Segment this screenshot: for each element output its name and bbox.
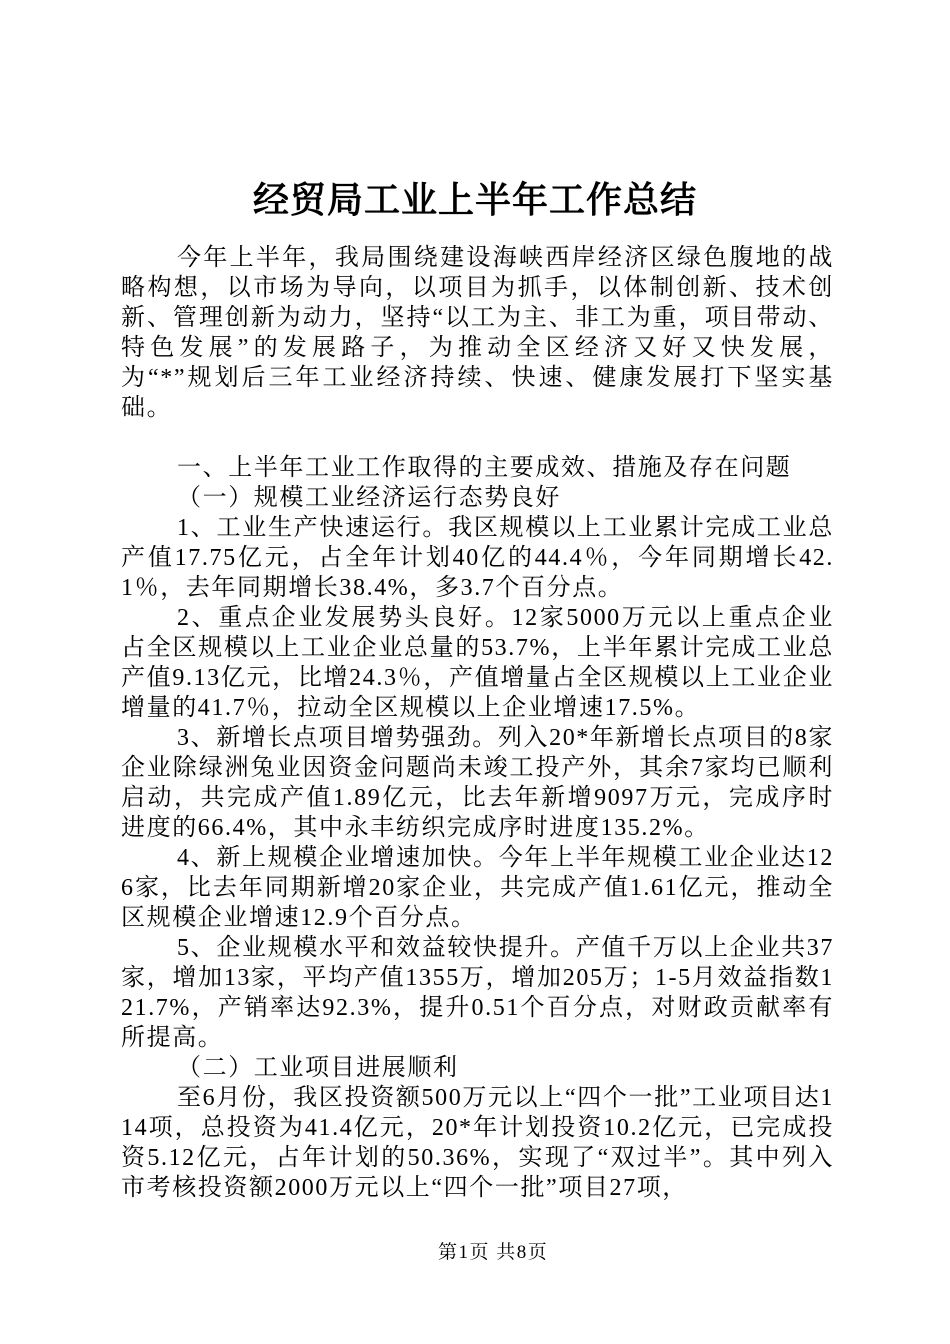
section-heading: 一、上半年工业工作取得的主要成效、措施及存在问题	[177, 455, 792, 481]
paragraph: 至6月份，我区投资额500万元以上“四个一批”工业项目达114项，总投资为41.4亿元，20*年计划投资10.2亿元，已完成投资5.12亿元，占年计划的50.36%，实现了“双过半”。其中列入市考核投资额2000万元以上“四个一批”项目27项，	[121, 1085, 834, 1201]
paragraph: 1、工业生产快速运行。我区规模以上工业累计完成工业总产值17.75亿元，占全年计划40亿的44.4％，今年同期增长42.1％，去年同期增长38.4%，多3.7个百分点。	[121, 515, 834, 601]
page-footer	[438, 1242, 548, 1264]
subsection-heading: （一）规模工业经济运行态势良好	[177, 485, 561, 511]
subsection-heading: （二）工业项目进展顺利	[177, 1055, 459, 1081]
paragraph: 5、企业规模水平和效益较快提升。产值千万以上企业共37家，增加13家，平均产值1355万，增加205万；1-5月效益指数121.7%，产销率达92.3%，提升0.51个百分点，对财政贡献率有所提高。	[121, 935, 834, 1051]
paragraph: 2、重点企业发展势头良好。12家5000万元以上重点企业占全区规模以上工业企业总量的53.7%，上半年累计完成工业总产值9.13亿元，比增24.3％，产值增量占全区规模以上工业企业增量的41.7％，拉动全区规模以上企业增速17.5%。	[121, 605, 834, 721]
page-number-text: 第1页 共8页	[438, 1242, 549, 1263]
page-title: 经贸局工业上半年工作总结	[252, 180, 697, 220]
paragraph: 今年上半年，我局围绕建设海峡西岸经济区绿色腹地的战略构想，以市场为导向，以项目为抓手，以体制创新、技术创新、管理创新为动力，坚持“以工为主、非工为重，项目带动、特色发展”的发展路子，为推动全区经济又好又快发展，为“*”规划后三年工业经济持续、快速、健康发展打下坚实基础。	[121, 245, 834, 421]
paragraph: 4、新上规模企业增速加快。今年上半年规模工业企业达126家，比去年同期新增20家企业，共完成产值1.61亿元，推动全区规模企业增速12.9个百分点。	[121, 845, 834, 931]
document-body	[121, 243, 834, 1203]
paragraph-blank	[121, 423, 834, 453]
paragraph: 3、新增长点项目增势强劲。列入20*年新增长点项目的8家企业除绿洲兔业因资金问题尚未竣工投产外，其余7家均已顺利启动，共完成产值1.89亿元，比去年新增9097万元，完成序时进度的66.4%，其中永丰纺织完成序时进度135.2%。	[121, 725, 834, 841]
